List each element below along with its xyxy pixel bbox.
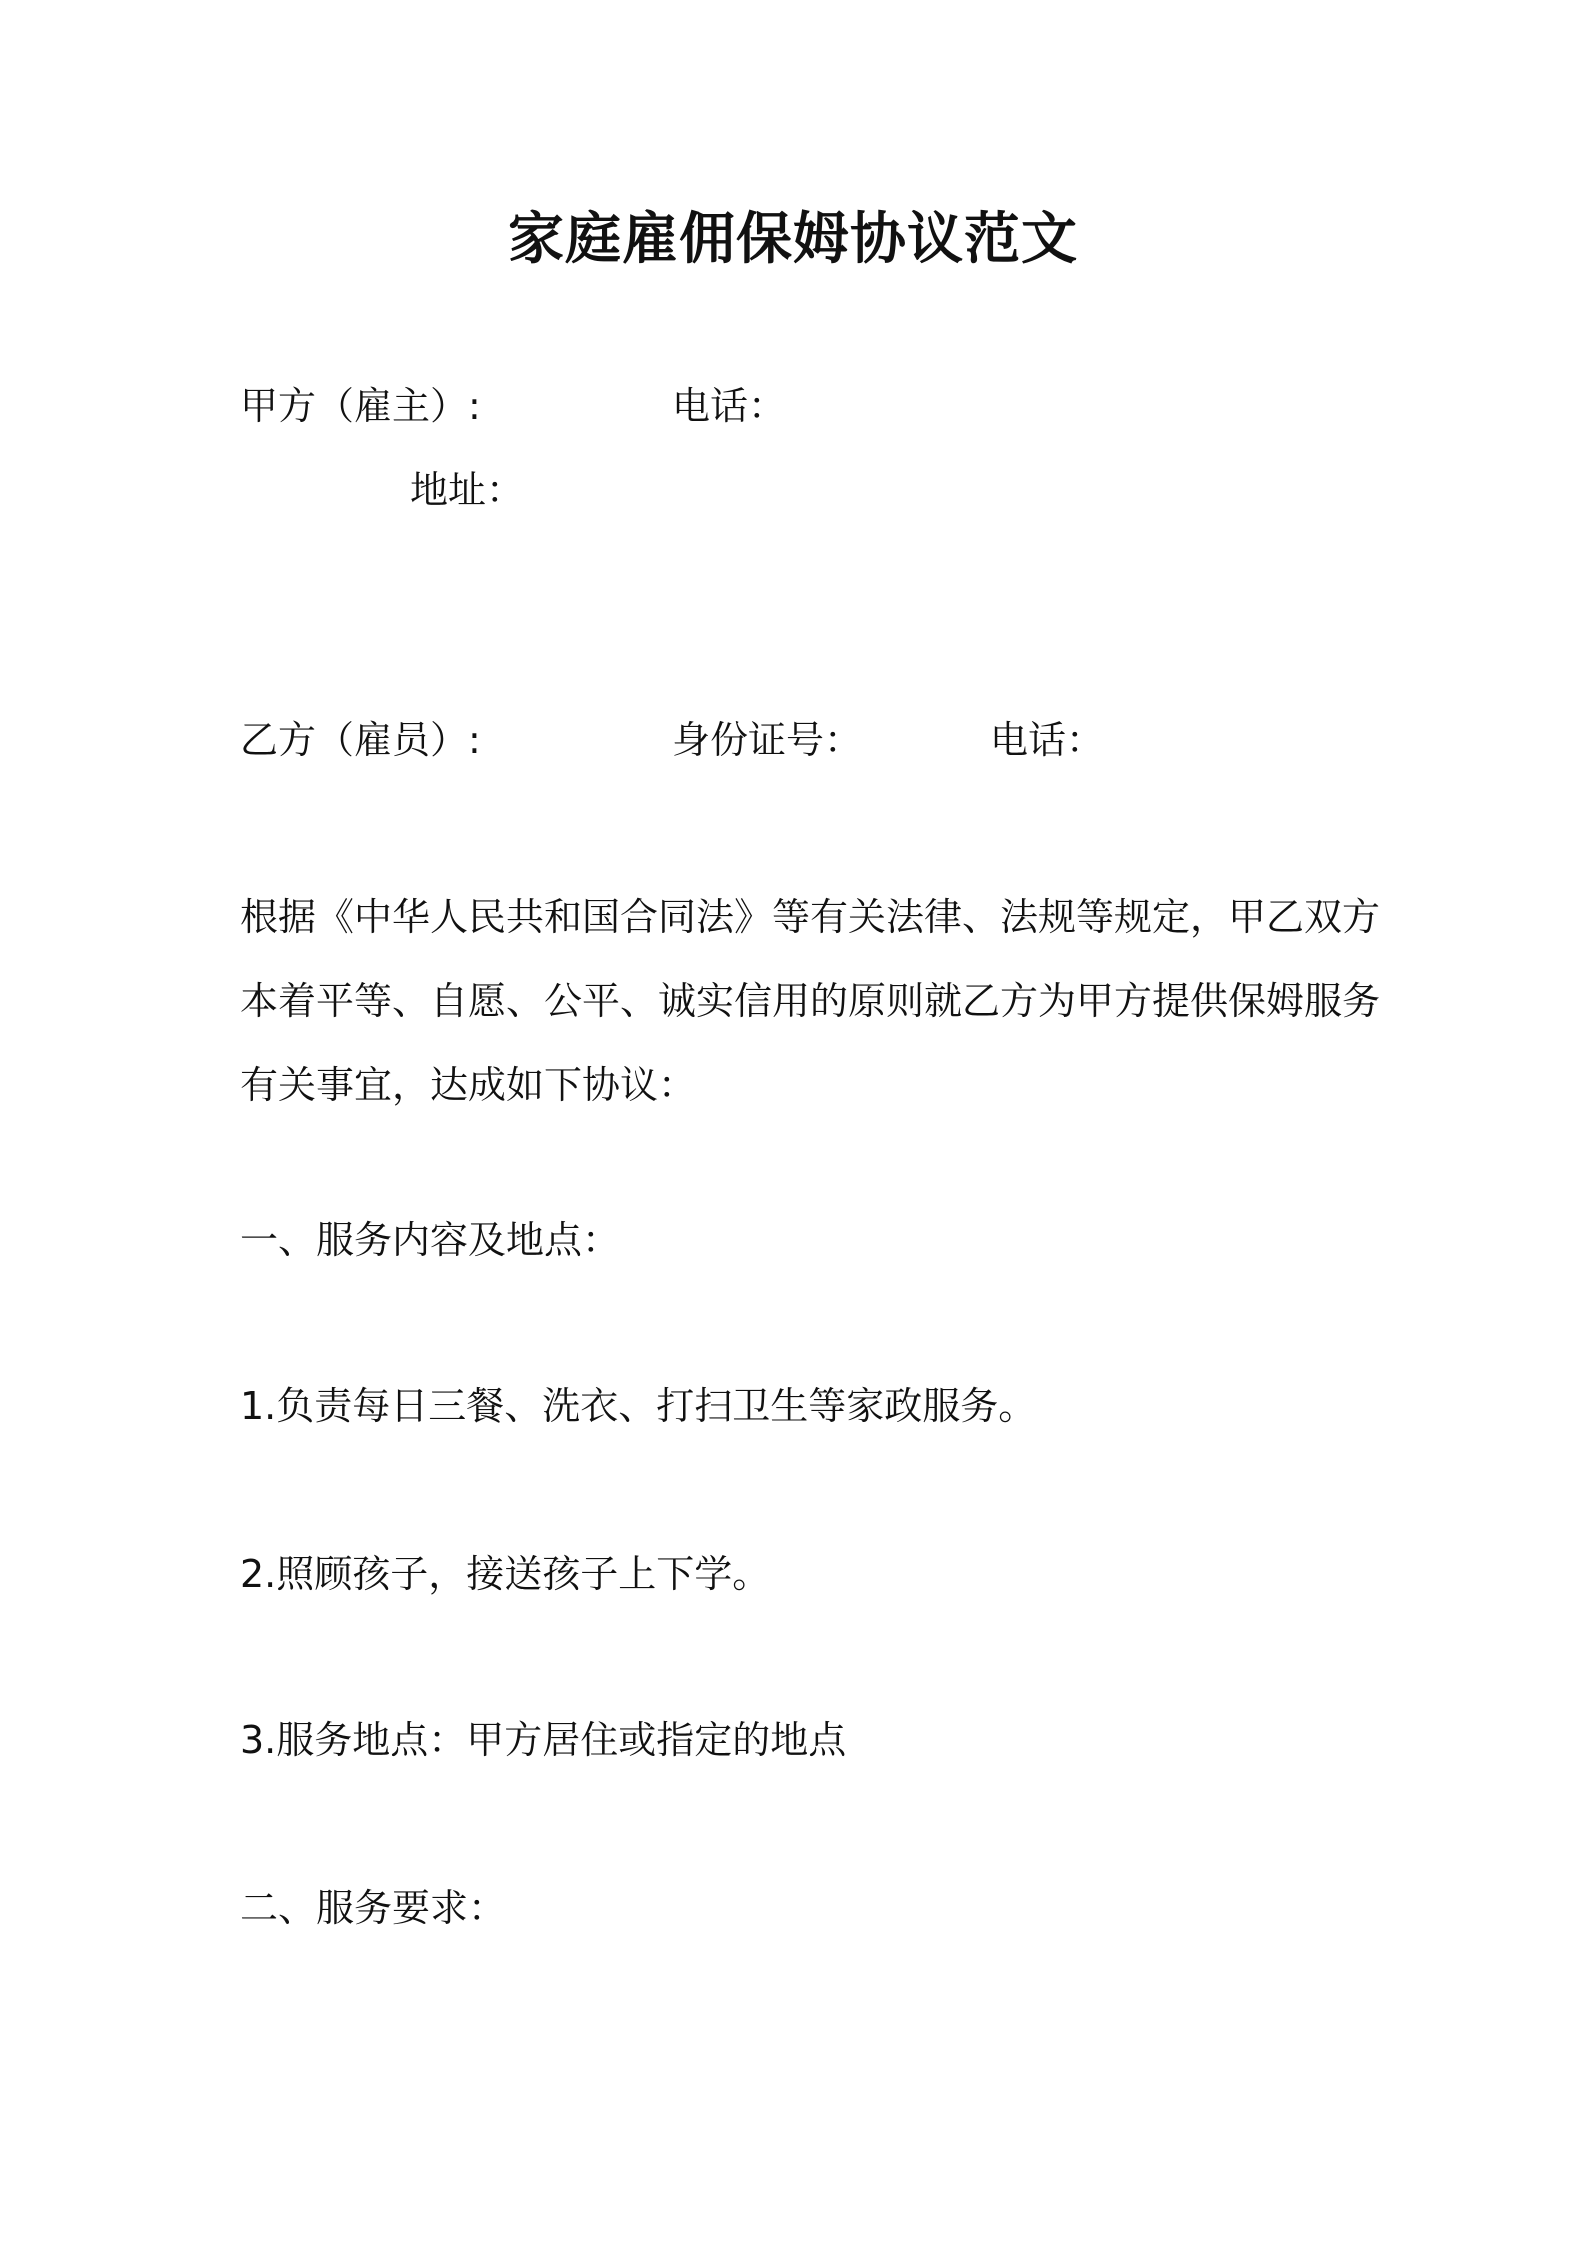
- party-b-label: 乙方（雇员）:: [240, 718, 481, 762]
- party-b-id-label: 身份证号：: [672, 718, 863, 762]
- party-b-phone-label: 电话：: [990, 718, 1105, 762]
- intro-paragraph: [240, 875, 1381, 1127]
- party-a-address-label: 地址：: [410, 468, 525, 512]
- intro-line: 根据《中华人民共和国合同法》等有关法律、法规等规定，甲乙双方: [240, 895, 1381, 939]
- party-a-phone-label: 电话：: [672, 384, 787, 428]
- party-a-label: 甲方（雇主）:: [240, 384, 481, 428]
- document-title: 家庭雇佣保姆协议范文: [508, 207, 1078, 272]
- section-heading: 二、服务要求：: [240, 1886, 507, 1930]
- list-item: 1.负责每日三餐、洗衣、打扫卫生等家政服务。: [240, 1384, 1037, 1428]
- list-item: 3.服务地点：甲方居住或指定的地点: [240, 1718, 847, 1762]
- list-item: 2.照顾孩子，接送孩子上下学。: [240, 1552, 771, 1596]
- intro-line: 有关事宜，达成如下协议：: [240, 1063, 697, 1107]
- section-heading: 一、服务内容及地点：: [240, 1218, 621, 1262]
- intro-line: 本着平等、自愿、公平、诚实信用的原则就乙方为甲方提供保姆服务: [240, 979, 1381, 1023]
